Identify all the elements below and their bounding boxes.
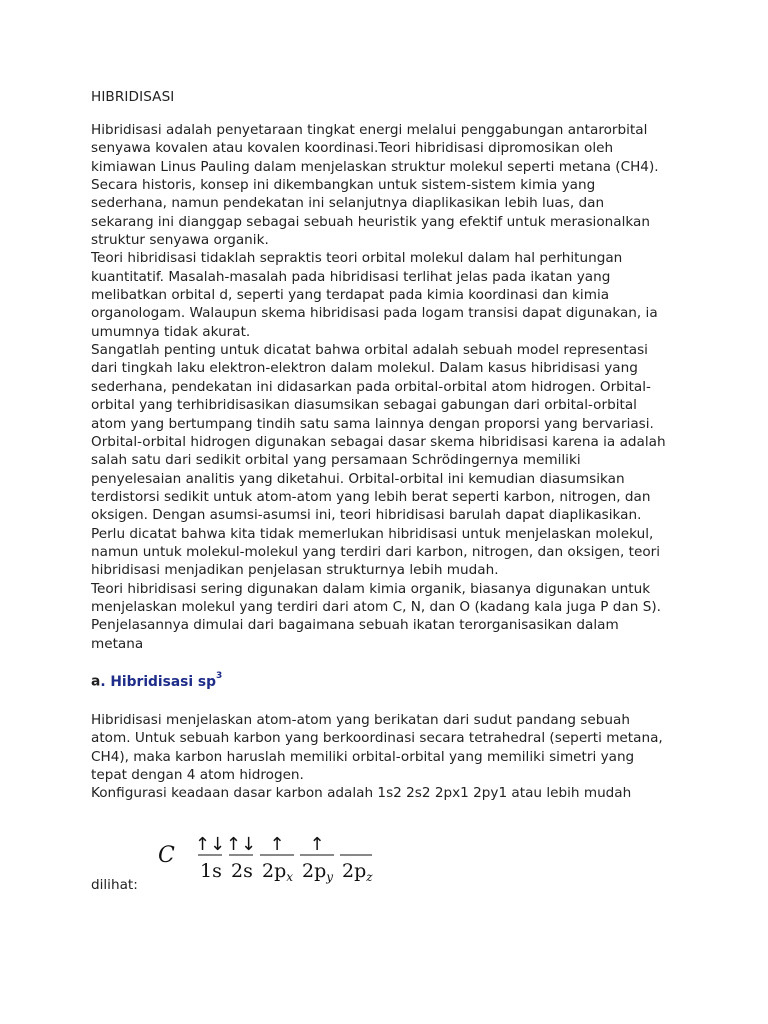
orbital-label bbox=[262, 860, 293, 884]
orbital-diagram-svg bbox=[150, 820, 390, 890]
orbital-label-subscript: z bbox=[366, 870, 373, 884]
text-line: struktur senyawa organik. bbox=[91, 232, 269, 249]
text-line: senyawa kovalen atau kovalen koordinasi.Teori hibridisasi dipromosikan oleh bbox=[91, 140, 614, 157]
text-line: CH4), maka karbon haruslah memiliki orbital-orbital yang memiliki simetri yang bbox=[91, 748, 635, 765]
text-line: oksigen. Dengan asumsi-asumsi ini, teori hibridisasi barulah dapat diaplikasikan. bbox=[91, 507, 642, 524]
text-line: kuantitatif. Masalah-masalah pada hibridisasi terlihat jelas pada ikatan yang bbox=[91, 268, 611, 285]
orbital-label-main: 2p bbox=[262, 860, 287, 882]
text-line: Teori hibridisasi tidaklah sepraktis teori orbital molekul dalam hal perhitungan bbox=[91, 250, 623, 267]
document-heading: HIBRIDISASI bbox=[91, 89, 175, 105]
text-line: Orbital-orbital hidrogen digunakan sebagai dasar skema hibridisasi karena ia adalah bbox=[91, 433, 666, 450]
text-line: melibatkan orbital d, seperti yang terdapat pada kimia koordinasi dan kimia bbox=[91, 287, 610, 304]
text-line: atom. Untuk sebuah karbon yang berkoordinasi secara tetrahedral (seperti metana, bbox=[91, 730, 663, 747]
orbital-arrows: ↑ bbox=[269, 834, 285, 855]
intro-paragraph bbox=[91, 121, 691, 653]
orbital-arrows: ↑↓ bbox=[194, 834, 226, 855]
orbital-arrows: ↑↓ bbox=[225, 834, 257, 855]
orbital-label-main: 2p bbox=[342, 860, 367, 882]
text-line: Perlu dicatat bahwa kita tidak memerlukan hibridisasi untuk menjelaskan molekul, bbox=[91, 525, 654, 542]
text-line: dari tingkah laku elektron-elektron dalam molekul. Dalam kasus hibridisasi yang bbox=[91, 360, 638, 377]
text-line: kimiawan Linus Pauling dalam menjelaskan struktur molekul seperti metana (CH4). bbox=[91, 158, 659, 175]
section-title-text: . Hibridisasi sp bbox=[100, 673, 217, 690]
text-line: terdistorsi sedikit untuk atom-atom yang lebih berat seperti karbon, nitrogen, dan bbox=[91, 488, 651, 505]
orbital-label-main: 1s bbox=[200, 860, 222, 882]
text-line: sederhana, pendekatan ini didasarkan pada orbital-orbital atom hidrogen. Orbital- bbox=[91, 378, 651, 395]
orbital-label-main: 2s bbox=[231, 860, 253, 882]
text-line: penyelesaian analitis yang diketahui. Orbital-orbital ini kemudian diasumsikan bbox=[91, 470, 625, 487]
orbital-label bbox=[231, 860, 253, 882]
text-line: Teori hibridisasi sering digunakan dalam kimia organik, biasanya digunakan untuk bbox=[91, 580, 651, 597]
config-tail-text: dilihat: bbox=[91, 877, 138, 893]
text-line: salah satu dari sedikit orbital yang persamaan Schrödingernya memiliki bbox=[91, 452, 581, 469]
text-line: sekarang ini dianggap sebagai sebuah heuristik yang efektif untuk merasionalkan bbox=[91, 213, 650, 230]
text-line: Sangatlah penting untuk dicatat bahwa orbital adalah sebuah model representasi bbox=[91, 342, 648, 359]
text-line: menjelaskan molekul yang terdiri dari atom C, N, dan O (kadang kala juga P dan S). bbox=[91, 598, 661, 615]
section-title bbox=[100, 671, 223, 690]
atom-symbol: C bbox=[158, 843, 175, 868]
text-line: metana bbox=[91, 635, 144, 652]
orbital-label bbox=[302, 860, 333, 884]
text-line: organologam. Walaupun skema hibridisasi pada logam transisi dapat digunakan, ia bbox=[91, 305, 658, 322]
text-line: Penjelasannya dimulai dari bagaimana sebuah ikatan terorganisasikan dalam bbox=[91, 617, 619, 634]
orbital-label bbox=[200, 860, 222, 882]
orbital-arrows: ↑ bbox=[309, 834, 325, 855]
text-line: sederhana, namun pendekatan ini selanjutnya diaplikasikan lebih luas, dan bbox=[91, 195, 605, 212]
text-line: tepat dengan 4 atom hidrogen. bbox=[91, 767, 304, 784]
orbital-label-subscript: y bbox=[326, 870, 334, 884]
text-line: Konfigurasi keadaan dasar karbon adalah 1s2 2s2 2px1 2py1 atau lebih mudah bbox=[91, 785, 632, 802]
text-line: umumnya tidak akurat. bbox=[91, 323, 251, 340]
text-line: Hibridisasi adalah penyetaraan tingkat energi melalui penggabungan antarorbital bbox=[91, 122, 648, 138]
text-line: hibridisasi menjadikan penjelasan strukturnya lebih mudah. bbox=[91, 562, 499, 579]
section-superscript: 3 bbox=[216, 671, 223, 681]
orbital-label-main: 2p bbox=[302, 860, 327, 882]
text-line: Secara historis, konsep ini dikembangkan untuk sistem-sistem kimia yang bbox=[91, 177, 596, 194]
text-line: atom yang bertumpang tindih satu sama lainnya dengan proporsi yang bervariasi. bbox=[91, 415, 654, 432]
section-heading bbox=[91, 673, 222, 690]
sp3-paragraph bbox=[91, 711, 691, 803]
text-line: orbital yang terhibridisasikan diasumsikan sebagai gabungan dari orbital-orbital bbox=[91, 397, 637, 414]
text-line: Hibridisasi menjelaskan atom-atom yang berikatan dari sudut pandang sebuah bbox=[91, 712, 630, 728]
text-line: namun untuk molekul-molekul yang terdiri dari karbon, nitrogen, dan oksigen, teori bbox=[91, 543, 661, 560]
orbital-label bbox=[342, 860, 373, 884]
orbital-label-subscript: x bbox=[286, 870, 294, 884]
section-prefix: a bbox=[91, 673, 101, 690]
orbital-diagram bbox=[150, 820, 390, 890]
